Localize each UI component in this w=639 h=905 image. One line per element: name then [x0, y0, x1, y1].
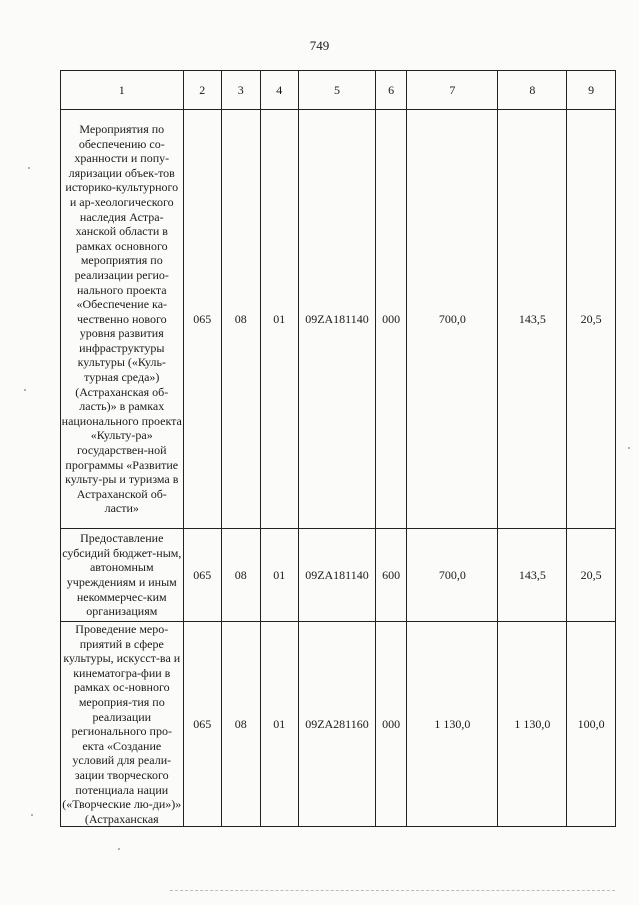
- cell-actual: 143,5: [498, 529, 567, 622]
- table-row: [61, 529, 616, 622]
- cell-ministry-code: 065: [183, 622, 221, 827]
- budget-table: [60, 70, 616, 827]
- cell-section: 08: [222, 622, 260, 827]
- page-number: 749: [309, 38, 330, 53]
- column-header: 8: [498, 71, 567, 110]
- cell-subsection: 01: [260, 622, 298, 827]
- cell-target-article: 09ZA281160: [298, 622, 375, 827]
- table-row: [61, 110, 616, 529]
- column-header: 9: [567, 71, 616, 110]
- row-description: Проведение меро-приятий в сфере культуры, искусст-ва и кинематогра-фии в рамках ос-новного мероприя-тия по реализации регионального про-екта «Создание условий для реали-зации творческого потенциала нации («Творческие лю-ди»)» (Астраханская: [62, 622, 182, 826]
- cell-percent: 20,5: [567, 529, 616, 622]
- cell-subsection: 01: [260, 110, 298, 529]
- column-header: 7: [407, 71, 498, 110]
- cell-actual: 143,5: [498, 110, 567, 529]
- cell-section: 08: [222, 529, 260, 622]
- cell-section: 08: [222, 110, 260, 529]
- cell-subsection: 01: [260, 529, 298, 622]
- column-header: 2: [183, 71, 221, 110]
- column-header: 4: [260, 71, 298, 110]
- cell-expense-type: 600: [375, 529, 406, 622]
- cell-target-article: 09ZA181140: [298, 110, 375, 529]
- scan-speck: [628, 447, 630, 449]
- cell-expense-type: 000: [375, 622, 406, 827]
- scan-speck: [24, 389, 26, 391]
- column-header: 1: [61, 71, 184, 110]
- cell-plan: 700,0: [407, 110, 498, 529]
- cell-percent: 20,5: [567, 110, 616, 529]
- scan-speck: [31, 814, 33, 816]
- column-header: 5: [298, 71, 375, 110]
- scan-speck: [118, 848, 120, 850]
- row-description: Предоставление субсидий бюджет-ным, автономным учреждениям и иным некоммерчес-ким организациям: [61, 529, 184, 622]
- cell-target-article: 09ZA181140: [298, 529, 375, 622]
- cell-plan: 700,0: [407, 529, 498, 622]
- header-row: [61, 71, 616, 110]
- cell-ministry-code: 065: [183, 529, 221, 622]
- cell-ministry-code: 065: [183, 110, 221, 529]
- column-header: 3: [222, 71, 260, 110]
- row-description: Мероприятия по обеспечению со-хранности и попу-ляризации объек-тов историко-культурного и ар-хеологического наследия Астра-ханской области в рамках основного мероприятия по реализации регио-нального проекта «Обеспечение ка-чественно нового уровня развития инфраструктуры культуры («Куль-турная среда») (Астраханская об-ласть)» в рамках национального проекта «Культу-ра» государствен-ной программы «Развитие культу-ры и туризма в Астраханской об-ласти»: [61, 110, 184, 529]
- cell-percent: 100,0: [567, 622, 616, 827]
- cell-plan: 1 130,0: [407, 622, 498, 827]
- cell-actual: 1 130,0: [498, 622, 567, 827]
- column-header: 6: [375, 71, 406, 110]
- scan-edge-line: [170, 890, 615, 891]
- scan-speck: [28, 167, 30, 169]
- table-row: [61, 622, 616, 827]
- cell-expense-type: 000: [375, 110, 406, 529]
